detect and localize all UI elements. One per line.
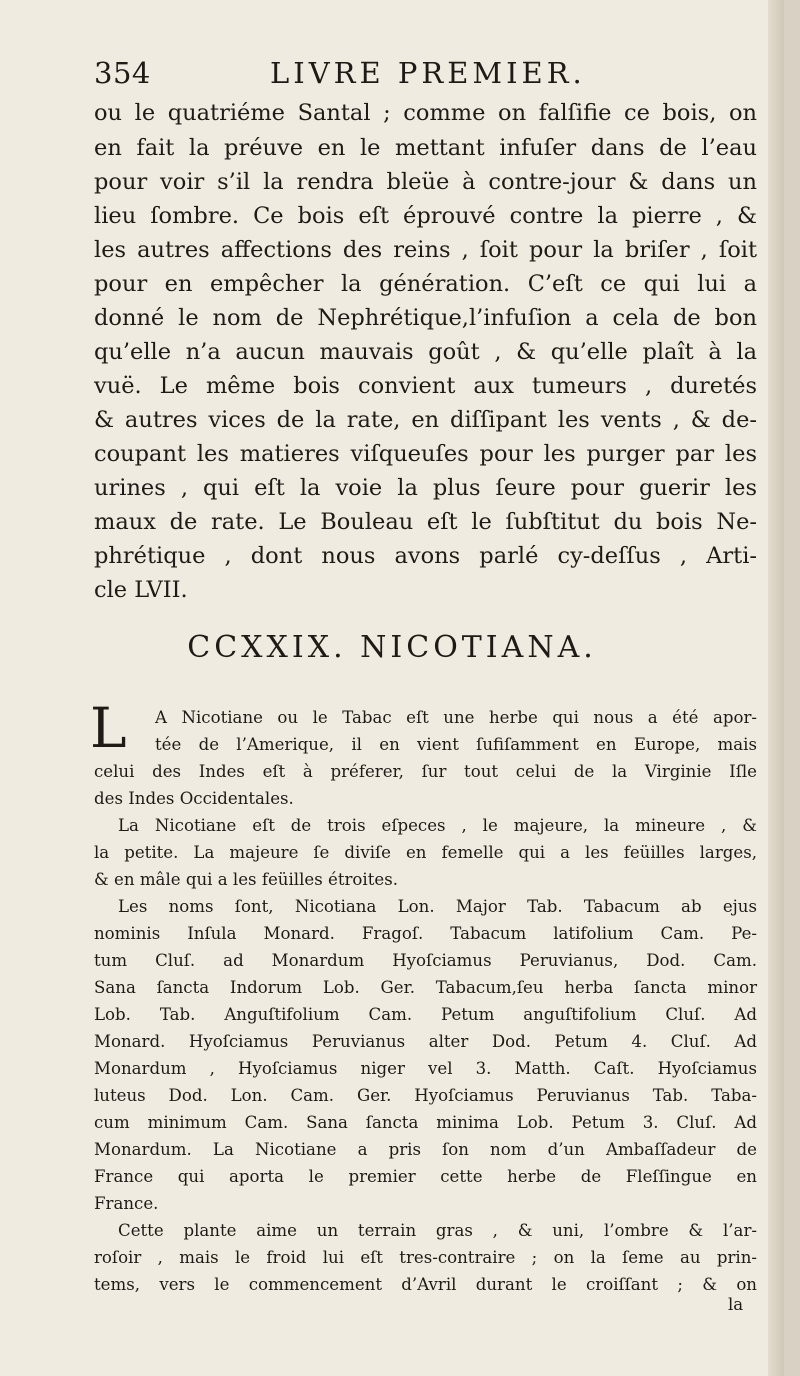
paragraph-line: Monardum. La Nicotiane a pris ſon nom d’un Ambaſſadeur de bbox=[94, 1140, 757, 1159]
body-line: en fait la préuve en le mettant infuſer dans de l’eau bbox=[94, 135, 757, 161]
catchword: la bbox=[728, 1295, 744, 1314]
intro-line: tée de l’Amerique, il en vient ſufiſamment en Europe, mais bbox=[155, 735, 757, 754]
intro-line: des Indes Occidentales. bbox=[94, 789, 294, 808]
body-line: lieu ſombre. Ce bois eſt éprouvé contre la pierre , & bbox=[94, 203, 757, 229]
body-line: maux de rate. Le Bouleau eſt le ſubſtitut du bois Ne- bbox=[94, 509, 757, 535]
running-title: LIVRE PREMIER. bbox=[270, 56, 586, 90]
paragraph-line: Les noms ſont, Nicotiana Lon. Major Tab. Tabacum ab ejus bbox=[118, 897, 757, 916]
intro-line: A Nicotiane ou le Tabac eſt une herbe qui nous a été apor- bbox=[155, 708, 757, 727]
body-line: urines , qui eſt la voie la plus ſeure pour guerir les bbox=[94, 475, 757, 501]
body-line: cle LVII. bbox=[94, 577, 188, 603]
paragraph-line: nominis Inſula Monard. Fragoſ. Tabacum latifolium Cam. Pe- bbox=[94, 924, 757, 943]
paragraph-line: France qui aporta le premier cette herbe de Fleſſingue en bbox=[94, 1167, 757, 1186]
intro-line: celui des Indes eſt à préferer, ſur tout celui de la Virginie Iſle bbox=[94, 762, 757, 781]
body-line: les autres affections des reins , ſoit pour la briſer , ſoit bbox=[94, 237, 757, 263]
section-title: CCXXIX. NICOTIANA. bbox=[187, 630, 597, 665]
body-line: donné le nom de Nephrétique,l’infuſion a cela de bon bbox=[94, 305, 757, 331]
paragraph-line: tems, vers le commencement d’Avril durant le croiſſant ; & on bbox=[94, 1275, 757, 1294]
drop-cap: L bbox=[90, 696, 127, 760]
paragraph-line: luteus Dod. Lon. Cam. Ger. Hyoſciamus Peruvianus Tab. Taba- bbox=[94, 1086, 757, 1105]
paragraph-line: Sana ſancta Indorum Lob. Ger. Tabacum,ſeu herba ſancta minor bbox=[94, 978, 757, 997]
body-line: phrétique , dont nous avons parlé cy-deſſus , Arti- bbox=[94, 543, 757, 569]
body-line: pour en empêcher la génération. C’eſt ce qui lui a bbox=[94, 271, 757, 297]
paragraph-line: La Nicotiane eſt de trois eſpeces , le majeure, la mineure , & bbox=[118, 816, 757, 835]
paragraph-line: Lob. Tab. Anguſtifolium Cam. Petum anguſtifolium Cluſ. Ad bbox=[94, 1005, 757, 1024]
paragraph-line: & en mâle qui a les feüilles étroites. bbox=[94, 870, 399, 889]
paragraph-line: roſoir , mais le froid lui eſt tres-contraire ; on la ſeme au prin- bbox=[94, 1248, 757, 1267]
body-line: qu’elle n’a aucun mauvais goût , & qu’elle plaît à la bbox=[94, 339, 757, 365]
body-line: coupant les matieres viſqueuſes pour les purger par les bbox=[94, 441, 757, 467]
paragraph-line: Cette plante aime un terrain gras , & uni, l’ombre & l’ar- bbox=[118, 1221, 757, 1240]
paragraph-line: France. bbox=[94, 1194, 159, 1213]
paragraph-line: cum minimum Cam. Sana ſancta minima Lob. Petum 3. Cluſ. Ad bbox=[94, 1113, 757, 1132]
paragraph-line: Monardum , Hyoſciamus niger vel 3. Matth. Caſt. Hyoſciamus bbox=[94, 1059, 757, 1078]
body-line: vuë. Le même bois convient aux tumeurs , duretés bbox=[94, 373, 757, 399]
body-line: & autres vices de la rate, en diſſipant les vents , & de- bbox=[94, 407, 757, 433]
page-edge bbox=[768, 0, 784, 1376]
paragraph-line: tum Cluſ. ad Monardum Hyoſciamus Peruvianus, Dod. Cam. bbox=[94, 951, 757, 970]
page-number: 354 bbox=[94, 56, 151, 90]
body-line: ou le quatriéme Santal ; comme on falſifie ce bois, on bbox=[94, 100, 757, 126]
body-line: pour voir s’il la rendra bleüe à contre-jour & dans un bbox=[94, 169, 757, 195]
page-header bbox=[94, 56, 734, 96]
paragraph-line: la petite. La majeure ſe diviſe en femelle qui a les feüilles larges, bbox=[94, 843, 757, 862]
paragraph-line: Monard. Hyoſciamus Peruvianus alter Dod. Petum 4. Cluſ. Ad bbox=[94, 1032, 757, 1051]
